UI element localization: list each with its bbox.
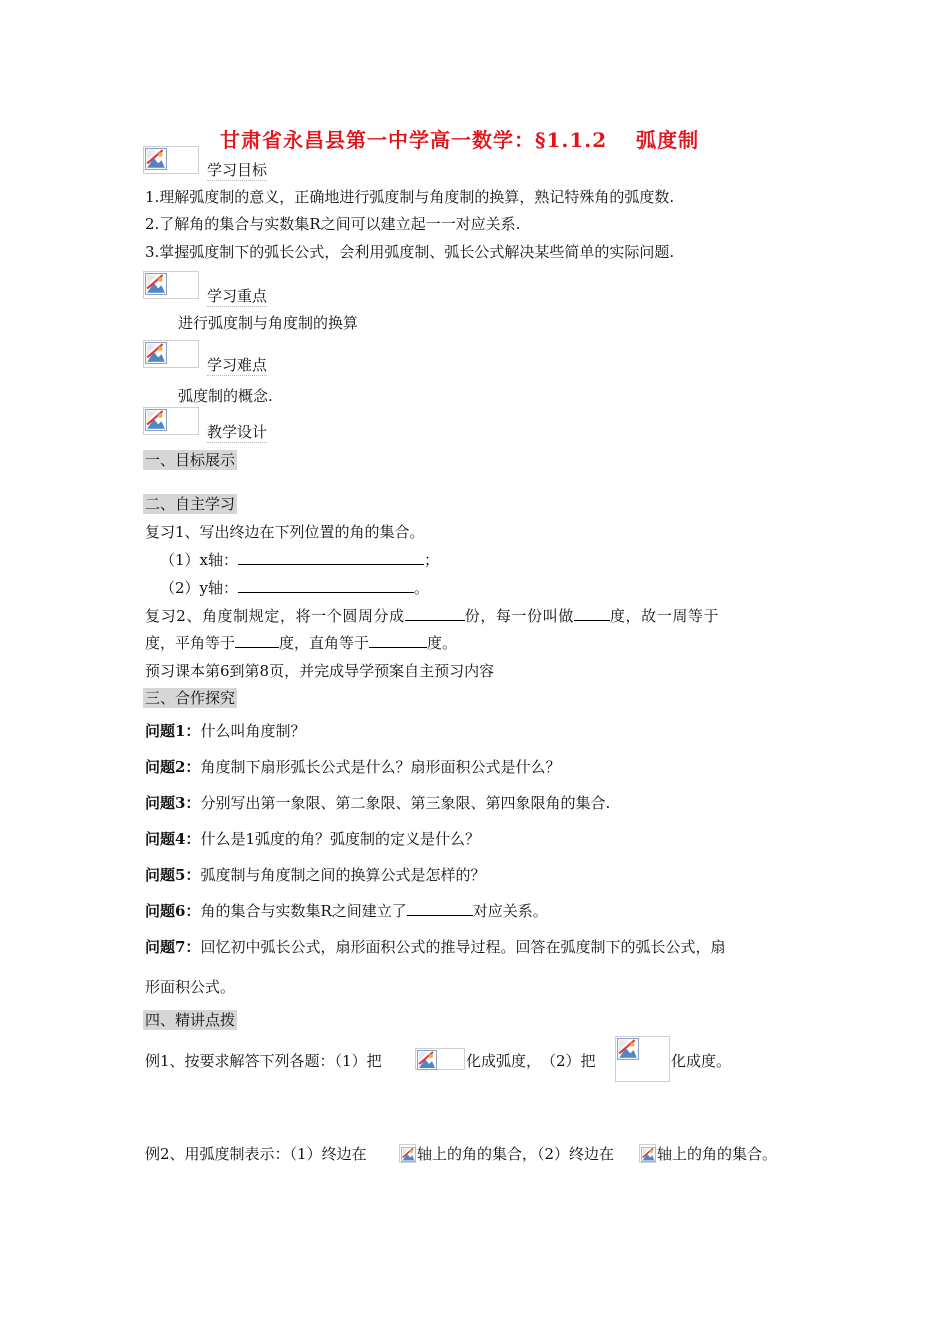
question-text: 分别写出第一象限、第二象限、第三象限、第四象限角的集合. — [200, 794, 611, 812]
broken-image-icon — [639, 1144, 656, 1163]
review2-line2 — [145, 633, 457, 653]
review1-x-end: ； — [424, 551, 440, 569]
question-label: 问题4： — [145, 830, 201, 848]
section-heading-3: 三、合作探究 — [145, 689, 236, 707]
question-label: 问题6： — [145, 902, 201, 920]
example-1 — [145, 1051, 382, 1071]
broken-image-icon — [399, 1144, 416, 1163]
broken-image-icon — [415, 1048, 465, 1070]
review2-text: 度，直角等于 — [279, 634, 370, 652]
question-label: 问题2： — [145, 758, 201, 776]
blank-line — [235, 633, 279, 648]
question-text: 角的集合与实数集R之间建立了 — [200, 902, 407, 920]
example-text: 化成度。 — [671, 1052, 732, 1070]
question-1 — [145, 721, 305, 741]
broken-image-icon — [143, 407, 199, 435]
section-heading-1: 一、目标展示 — [145, 451, 236, 469]
example-text: 化成弧度， （2）把 — [466, 1052, 596, 1070]
question-7 — [145, 937, 725, 957]
review2-text: 份，每一份叫做 — [464, 607, 574, 625]
example-2-a: 例2、用弧度制表示：（1）终边在 — [145, 1145, 367, 1163]
broken-image-icon — [615, 1036, 670, 1082]
question-text: 弧度制与角度制之间的换算公式是怎样的？ — [200, 866, 486, 884]
review2-text: 度。 — [427, 634, 458, 652]
review2-text: 度，平角等于 — [145, 634, 236, 652]
question-text: 什么叫角度制？ — [200, 722, 306, 740]
question-2 — [145, 757, 560, 777]
document-title: 甘肃省永昌县第一中学高一数学：§1.1.2 弧度制 — [220, 128, 700, 152]
broken-image-icon — [143, 271, 199, 299]
goal-item: 2.了解角的集合与实数集R之间可以建立起一一对应关系. — [145, 215, 521, 233]
key-points-text: 进行弧度制与角度制的换算 — [178, 314, 359, 332]
difficulties-text: 弧度制的概念. — [178, 387, 273, 405]
question-7-cont: 形面积公式。 — [145, 978, 236, 996]
question-text: 对应关系。 — [472, 902, 548, 920]
review1-y-end: 。 — [414, 579, 430, 597]
review1-y-label: （2）y轴： — [160, 579, 239, 597]
blank-line — [574, 606, 610, 621]
example-text: 例1、按要求解答下列各题：（1）把 — [145, 1052, 382, 1070]
question-label: 问题3： — [145, 794, 201, 812]
key-points-heading: 学习重点 — [207, 287, 268, 305]
question-6 — [145, 901, 548, 921]
section-heading-4: 四、精讲点拨 — [145, 1011, 236, 1029]
review1-x-label: （1）x轴： — [160, 551, 239, 569]
question-text: 什么是1弧度的角？弧度制的定义是什么？ — [200, 830, 480, 848]
question-4 — [145, 829, 480, 849]
question-3 — [145, 793, 610, 813]
question-text: 回忆初中弧长公式，扇形面积公式的推导过程。回答在弧度制下的弧长公式，扇 — [200, 938, 726, 956]
question-5 — [145, 865, 485, 885]
goal-item: 3.掌握弧度制下的弧长公式，会利用弧度制、弧长公式解决某些简单的实际问题. — [145, 243, 675, 261]
preview-text: 预习课本第6到第8页，并完成导学预案自主预习内容 — [145, 662, 495, 680]
example-2-b: 轴上的角的集合，（2）终边在 — [417, 1145, 615, 1163]
design-heading: 教学设计 — [207, 423, 268, 441]
section-heading-2: 二、自主学习 — [145, 495, 236, 513]
question-label: 问题1： — [145, 722, 201, 740]
question-text: 角度制下扇形弧长公式是什么？扇形面积公式是什么？ — [200, 758, 561, 776]
goal-item: 1.理解弧度制的意义，正确地进行弧度制与角度制的换算，熟记特殊角的弧度数. — [145, 188, 675, 206]
broken-image-icon — [143, 340, 199, 368]
question-label: 问题5： — [145, 866, 201, 884]
question-label: 问题7： — [145, 938, 201, 956]
review2-line1 — [145, 606, 719, 626]
review2-text: 度，故一周等于 — [609, 607, 720, 625]
blank-line — [369, 633, 427, 648]
goals-heading: 学习目标 — [207, 161, 268, 179]
review1-y-line — [160, 578, 429, 598]
blank-line — [238, 578, 414, 593]
review1-text: 复习1、写出终边在下列位置的角的集合。 — [145, 523, 425, 541]
blank-line — [238, 550, 424, 565]
review1-x-line — [160, 550, 439, 570]
blank-line — [405, 606, 465, 621]
review2-text: 复习2、角度制规定，将一个圆周分成 — [145, 607, 405, 625]
difficulties-heading: 学习难点 — [207, 356, 268, 374]
broken-image-icon — [143, 146, 199, 174]
blank-line — [407, 901, 473, 916]
example-2-c: 轴上的角的集合。 — [657, 1145, 778, 1163]
